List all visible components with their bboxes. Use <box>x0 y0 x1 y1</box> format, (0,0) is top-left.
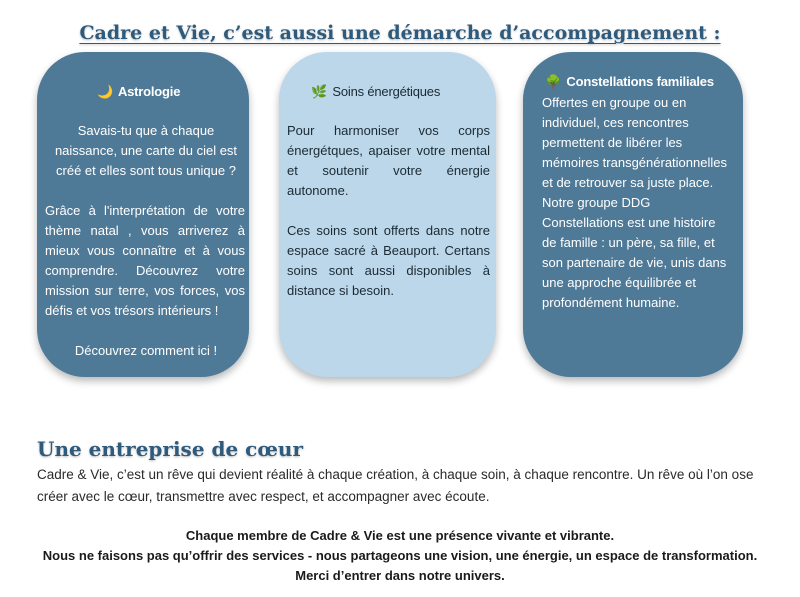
card-heading <box>97 82 180 102</box>
card-astrologie <box>37 52 249 377</box>
card-body <box>542 93 732 313</box>
section-title: Une entreprise de cœur <box>37 436 303 461</box>
card-paragraph: Savais-tu que à chaque naissance, une carte du ciel est créé et elles sont tous unique ? <box>54 123 238 178</box>
card-title: Constellations familiales <box>566 74 714 89</box>
leaf-icon: 🌿 <box>311 84 327 99</box>
closing-line: Nous ne faisons pas qu’offrir des services - nous partageons une vision, une énergie, un espace de transformation. <box>42 548 758 563</box>
card-title: Astrologie <box>117 84 181 99</box>
card-constellations-familiales <box>523 52 743 377</box>
moon-icon: 🌙 <box>97 84 113 99</box>
card-soins-energetiques <box>279 52 496 377</box>
closing-statement <box>0 526 800 586</box>
card-paragraph: Pour harmoniser vos corps énergétques, apaiser votre mental et soutenir votre énergie autonome. <box>287 123 490 198</box>
card-body <box>287 121 490 301</box>
page-title: Cadre et Vie, c’est aussi une démarche d’accompagnement : <box>79 21 721 44</box>
card-paragraph: Grâce à l'interprétation de votre thème natal , vous arriverez à mieux vous connaître et à vous comprendre. Découvrez votre mission sur terre, vos forces, vos défis et vos trésors intérieurs ! <box>45 203 245 318</box>
closing-line: Merci d’entrer dans notre univers. <box>295 568 505 583</box>
tree-icon: 🌳 <box>545 74 561 89</box>
discover-link[interactable]: Découvrez comment ici ! <box>74 343 218 358</box>
card-paragraph: Notre groupe DDG Constellations est une histoire de famille : un père, sa fille, et son partenaire de vie, unis dans une approche équilibrée et profondément humaine. <box>542 195 727 310</box>
card-body <box>45 121 247 361</box>
closing-line: Chaque membre de Cadre & Vie est une présence vivante et vibrante. <box>185 528 615 543</box>
intro-paragraph: Cadre & Vie, c’est un rêve qui devient réalité à chaque création, à chaque soin, à chaque rencontre. Un rêve où l’on ose créer avec le cœur, transmettre avec respect, et accompagner avec écoute. <box>37 467 754 504</box>
card-title: Soins énergétiques <box>332 84 441 99</box>
card-paragraph: Offertes en groupe ou en individuel, ces rencontres permettent de libérer les mémoires transgénérationnelles et de retrouver sa juste place. <box>542 95 727 190</box>
card-paragraph: Ces soins sont offerts dans notre espace sacré à Beauport. Certans soins sont aussi disponibles à distance si besoin. <box>287 223 490 298</box>
card-heading <box>311 82 440 102</box>
card-heading <box>545 72 714 92</box>
